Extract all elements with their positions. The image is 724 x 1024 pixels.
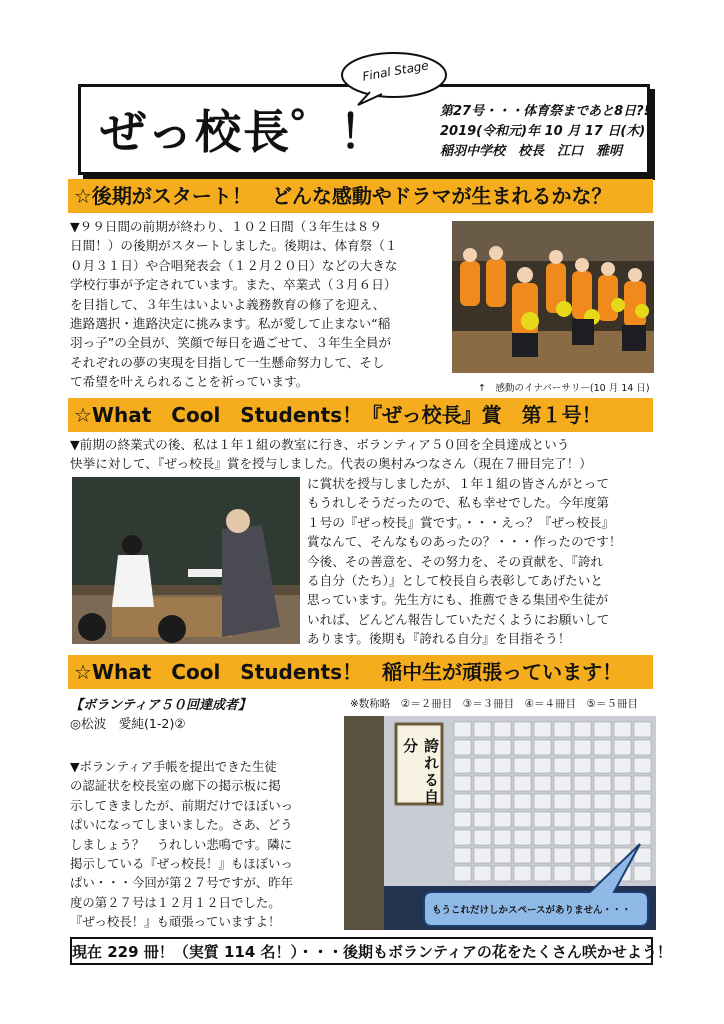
author-line: 稲羽中学校 校長 江口 雅明 [440,144,623,159]
certificate-card [634,812,651,827]
text-line: の認証状を校長室の廊下の掲示板に掲 [70,778,281,794]
certificate-card [554,776,571,791]
text-line: ▼９９日間の前期が終わり、１０２日間（３年生は８９ [70,219,382,234]
certificate-card [614,758,631,773]
certificate-card [634,722,651,737]
certificate-card [474,794,491,809]
certificate-card [534,740,551,755]
certificate-card [494,812,511,827]
certificate-card [614,722,631,737]
certificate-card [574,776,591,791]
text-line: 進路選択・進路決定に挑みます。私が愛して止まない“稲 [70,316,391,332]
certificate-card [514,776,531,791]
text-line: を目指して、３年生はいよいよ義務教育の修了を迎え、 [70,296,386,312]
text-line: ぱい・・・今回が第２７号ですが、昨年 [70,875,294,891]
certificate-card [614,740,631,755]
certificate-card [554,794,571,809]
section3-headline: ☆What Cool Students！ 稲中生が頑張っています！ [68,655,653,689]
certificate-card [534,794,551,809]
text-line: 賞なんて、そんなものあったの？・・・作ったのです！ [307,534,622,550]
section3-text [70,757,342,932]
certificate-card [494,722,511,737]
section2-intro [70,435,656,474]
achiever-name: ◎松波 愛純(1-2)② [70,716,186,731]
certificate-card [494,758,511,773]
issue-line: 第27号・・・体育祭まであと8日?! [440,104,650,119]
certificate-card [514,794,531,809]
certificate-card [594,740,611,755]
text-line: 度の第２７号は１２月１２日でした。 [70,894,281,910]
text-line: 学校行事が予定されています。また、卒業式（３月６日） [70,277,397,293]
text-line: ▼ボランティア手帳を提出できた生徒 [70,759,277,774]
text-line: 羽っ子”の全員が、笑顔で毎日を過ごせて、３年生全員が [70,335,392,351]
certificate-card [554,758,571,773]
section1-headline: ☆後期がスタート！ どんな感動やドラマが生まれるかな？ [68,179,653,213]
text-line: 示してきましたが、前期だけでほぼいっ [70,797,294,813]
text-line: １号の『ぜっ校長』賞です。・・・えっ？『ぜっ校長』 [307,514,615,530]
text-line: もうれしそうだったので、私も幸せでした。今年度第 [307,495,609,511]
legend-note: ※数称略 ②＝２冊目 ③＝３冊目 ④＝４冊目 ⑤＝５冊目 [350,698,638,710]
volunteer-subhead: 【ボランティア５０回達成者】 [70,698,251,713]
text-line: あります。後期も『誇れる自分』を目指そう！ [307,631,571,647]
certificate-card [514,758,531,773]
award-photo [72,477,300,644]
callout-bubble-icon [418,838,653,930]
certificate-card [614,794,631,809]
certificate-card [494,740,511,755]
text-line: しましょう？ うれしい悲鳴です。隣に [70,836,293,852]
certificate-card [634,740,651,755]
certificate-card [574,722,591,737]
text-line: ぱいになってしまいました。さあ、どう [70,817,293,833]
certificate-card [474,740,491,755]
dance-photo [452,221,654,373]
certificate-card [594,722,611,737]
certificate-card [454,812,471,827]
section2-headline: ☆What Cool Students！『ぜっ校長』賞 第１号！ [68,398,653,432]
text-line: 掲示している『ぜっ校長！』もほぼいっ [70,856,293,872]
certificate-card [594,758,611,773]
certificate-card [554,812,571,827]
text-line: て希望を叶えられることを祈っています。 [70,374,309,390]
text-line: 日間！）の後期がスタートしました。後期は、体育祭（１ [70,238,398,254]
callout-text: もうこれだけしかスペースがありません・・・ [432,905,632,916]
certificate-card [554,722,571,737]
certificate-card [474,812,491,827]
certificate-card [634,776,651,791]
certificate-card [594,812,611,827]
text-line: る自分（たち）』として校長自ら表彰してあげたいと [307,573,603,589]
text-line: 『ぜっ校長！』も頑張っていますよ！ [70,914,281,930]
bubble-text: Final Stage [361,58,430,84]
text-line: ▼前期の終業式の後、私は１年１組の教室に行き、ボランティア５０回を全員達成という [70,437,570,452]
certificate-card [494,794,511,809]
certificate-card [554,740,571,755]
certificate-card [594,776,611,791]
text-line: それぞれの夢の実現を目指して一生懸命努力して、そし [70,354,385,370]
text-line: ０月３１日）や合唱発表会（１２月２０日）などの大きな [70,257,398,273]
certificate-card [534,776,551,791]
section1-text [70,217,448,392]
certificate-card [514,812,531,827]
certificate-card [474,722,491,737]
certificate-card [474,776,491,791]
certificate-card [454,758,471,773]
certificate-card [534,812,551,827]
text-line: 今後、その善意を、その努力を、その貢献を、『誇れ [307,553,603,569]
certificate-card [594,794,611,809]
text-line: いれば、どんどん報告していただくようにお願いして [307,611,610,627]
certificate-card [574,758,591,773]
certificate-card [574,740,591,755]
certificate-card [474,758,491,773]
certificate-card [454,794,471,809]
text-line: 快挙に対して、『ぜっ校長』賞を授与しました。代表の奥村みつなさん（現在７冊目完了！） [70,456,592,472]
certificate-card [454,776,471,791]
certificate-card [574,794,591,809]
sign-text: 誇れる自分 [401,738,440,806]
text-line: に賞状を授与しましたが、１年１組の皆さんがとって [307,476,609,491]
date-line: 2019(令和元)年 10 月 17 日(木) [440,124,646,139]
certificate-card [634,794,651,809]
certificate-card [454,740,471,755]
certificate-card [614,812,631,827]
certificate-card [534,758,551,773]
text-line: 思っています。先生方にも、推薦できる集団や生徒が [307,592,609,608]
photo-caption: ↑ 感動のイナバーサリー(10 月 14 日) [478,383,650,394]
footer-banner: 現在 229 冊！（実質 114 名！）・・・後期もボランティアの花をたくさん咲かせよう！ [70,937,653,965]
certificate-card [494,776,511,791]
certificate-card [614,776,631,791]
certificate-card [514,722,531,737]
certificate-card [514,740,531,755]
certificate-card [574,812,591,827]
certificate-card [454,722,471,737]
section2-text [307,474,659,649]
newsletter-title: ぜっ校長゜！ [100,105,388,159]
certificate-card [634,758,651,773]
certificate-card [534,722,551,737]
